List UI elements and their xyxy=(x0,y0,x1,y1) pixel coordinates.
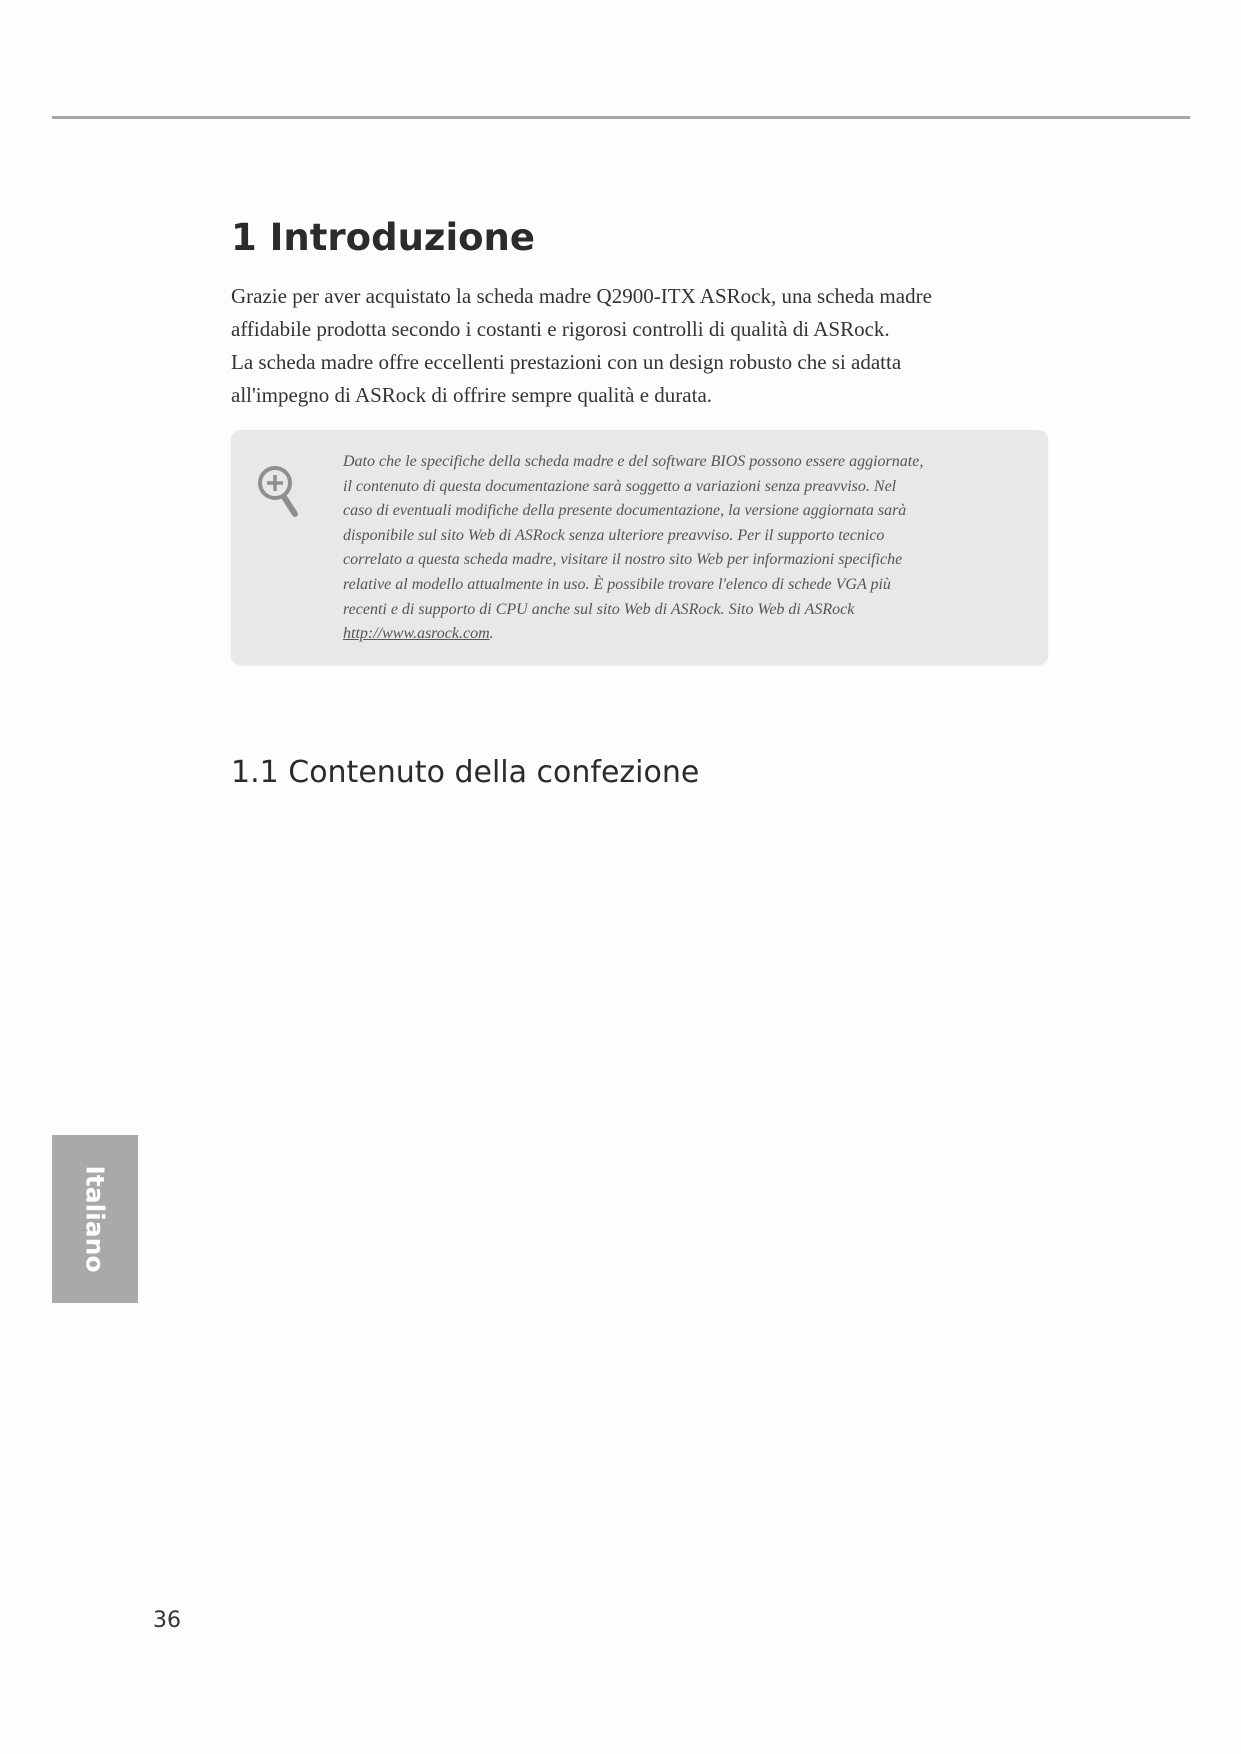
subsection-title: 1.1 Contenuto della confezione xyxy=(231,755,700,790)
note-line: disponibile sul sito Web di ASRock senza ulteriore preavviso. Per il supporto tecnico xyxy=(343,526,885,544)
note-link-line xyxy=(343,622,1033,647)
intro-line: Grazie per aver acquistato la scheda madre Q2900-ITX ASRock, una scheda madre xyxy=(231,284,932,308)
note-line: correlato a questa scheda madre, visitare il nostro sito Web per informazioni specifiche xyxy=(343,551,903,569)
intro-paragraph xyxy=(231,280,1011,412)
section-title: 1 Introduzione xyxy=(231,216,535,259)
note-line: recenti e di supporto di CPU anche sul sito Web di ASRock. Sito Web di ASRock xyxy=(343,600,855,618)
link-suffix: . xyxy=(489,625,494,643)
language-tab xyxy=(52,1135,138,1303)
note-text xyxy=(343,450,1033,647)
note-line: caso di eventuali modifiche della presente documentazione, la versione aggiornata sarà xyxy=(343,502,907,520)
note-line: relative al modello attualmente in uso. È possibile trovare l'elenco di schede VGA più xyxy=(343,575,891,593)
zoom-in-icon xyxy=(255,464,303,520)
intro-line: affidabile prodotta secondo i costanti e rigorosi controlli di qualità di ASRock. xyxy=(231,317,890,341)
language-tab-label: Italiano xyxy=(80,1165,110,1273)
note-line: Dato che le specifiche della scheda madre e del software BIOS possono essere aggiornate, xyxy=(343,453,924,470)
note-line: il contenuto di questa documentazione sarà soggetto a variazioni senza preavviso. Nel xyxy=(343,477,897,495)
page-number: 36 xyxy=(153,1608,181,1633)
intro-line: all'impegno di ASRock di offrire sempre qualità e durata. xyxy=(231,383,713,407)
note-box xyxy=(231,430,1048,665)
header-rule xyxy=(52,116,1190,119)
intro-line: La scheda madre offre eccellenti prestazioni con un design robusto che si adatta xyxy=(231,350,902,374)
asrock-website-link[interactable]: http://www.asrock.com xyxy=(343,625,490,643)
